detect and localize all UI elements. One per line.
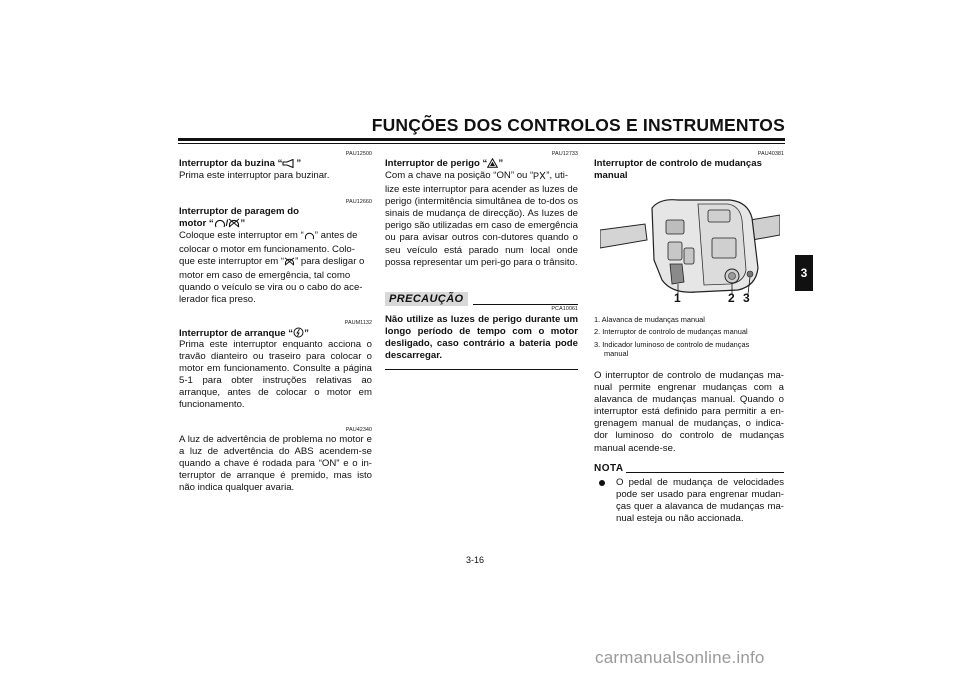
caution-rule [473, 304, 578, 305]
caption-item: manual [604, 349, 629, 359]
ref-code: PAUM1132 [344, 320, 372, 326]
section-heading-start: Interruptor de arranque “ ” [179, 327, 372, 342]
ref-code: PAU42340 [345, 427, 372, 433]
section-heading-stop: Interruptor de paragem do motor “ / ” [179, 206, 372, 231]
section-heading-hazard: Interruptor de perigo “ ” [385, 158, 578, 172]
page-title: FUNÇÕES DOS CONTROLOS E INSTRUMENTOS [371, 115, 785, 135]
paragraph: Prima este interruptor para buzinar. [179, 170, 330, 181]
engine-stop-icon [228, 218, 240, 232]
engine-run-icon [214, 218, 226, 232]
handlebar-switch-figure [600, 190, 780, 308]
watermark: carmanualsonline.info [595, 648, 765, 667]
callout-1: 1 [674, 291, 681, 305]
ref-code: PAU12500 [345, 151, 372, 157]
callout-3: 3 [743, 291, 750, 305]
caution-bottom-rule [385, 369, 578, 370]
bullet-icon [599, 480, 605, 486]
paragraph: Com a chave na posição “ON” ou “ P ”, uti- lize este interruptor para acender as luzes de perigo (intermitência simultânea de to-dos os sinais de mudança de direcção). As luzes de perigo são utilizadas em caso de emergência ou para avisar outros con-dutores quando o seu veículo está parado num local onde possa representar um peri-go para o trânsito. [385, 170, 578, 268]
ref-code: PAU12660 [345, 199, 372, 205]
figure-caption [594, 315, 784, 359]
caption-item: 3. Indicador luminoso de controlo de mudanças [594, 339, 750, 349]
section-heading-manual-shift: Interruptor de controlo de mudanças manual [594, 158, 762, 181]
switch-illustration [600, 190, 780, 308]
ref-code: PAU40381 [757, 151, 784, 157]
section-heading-horn: Interruptor da buzina “ ” [179, 158, 372, 172]
caution-text: Não utilize as luzes de perigo durante um longo período de tempo com o motor desligado, caso contrário a bateria pode descarregar. [385, 314, 578, 362]
paragraph: Prima este interruptor enquanto acciona o travão dianteiro ou traseiro para colocar o motor em funcionamento. Consulte a página 5-1 para obter instruções relativas ao arranque, antes de colocar o motor em funcionamento. [179, 339, 372, 411]
ref-code: PAU12733 [551, 151, 578, 157]
callout-2: 2 [728, 291, 735, 305]
paragraph: A luz de advertência de problema no motor e a luz de advertência do ABS acendem-se quando a chave é rodada para “ON” e o in-terruptor de arranque é premido, mas isto não indica qualquer avaria. [179, 434, 372, 494]
paragraph: Coloque este interruptor em “ ” antes de colocar o motor em funcionamento. Colo- que este interruptor em “ ” para desligar o motor em caso de emergência, tal como quando o veículo se vira ou o cabo do ace- lerador fica preso. [179, 230, 365, 306]
caution-label: PRECAUÇÃO [385, 292, 468, 306]
caution-heading [385, 292, 578, 306]
header-rule [178, 138, 785, 141]
engine-run-icon [304, 231, 315, 244]
note-rule [626, 472, 784, 473]
engine-stop-icon [284, 257, 295, 270]
header-rule-thin [178, 143, 785, 144]
chapter-tab: 3 [795, 255, 813, 291]
note-bullet-text: O pedal de mudança de velocidades pode ser usado para engrenar mudan-ças quer a alavanca de mudanças ma-nual esteja ou não accionada. [616, 477, 784, 525]
parking-icon [533, 171, 546, 184]
paragraph: O interruptor de controlo de mudanças ma-nual permite engrenar mudanças com a alavanca de mudanças manual. Quando o interruptor está definido para permitir a en-grenagem manual de mudanças, o indica-dor luminoso do controlo de mudanças manual acende-se. [594, 370, 784, 454]
page-number: 3-16 [466, 555, 485, 565]
caption-item: 2. Interruptor de controlo de mudanças manual [594, 327, 748, 337]
svg-text:P: P [533, 171, 540, 180]
ref-code: PCA10061 [551, 306, 578, 312]
caption-item: 1. Alavanca de mudanças manual [594, 315, 705, 324]
note-label: NOTA [594, 463, 624, 474]
